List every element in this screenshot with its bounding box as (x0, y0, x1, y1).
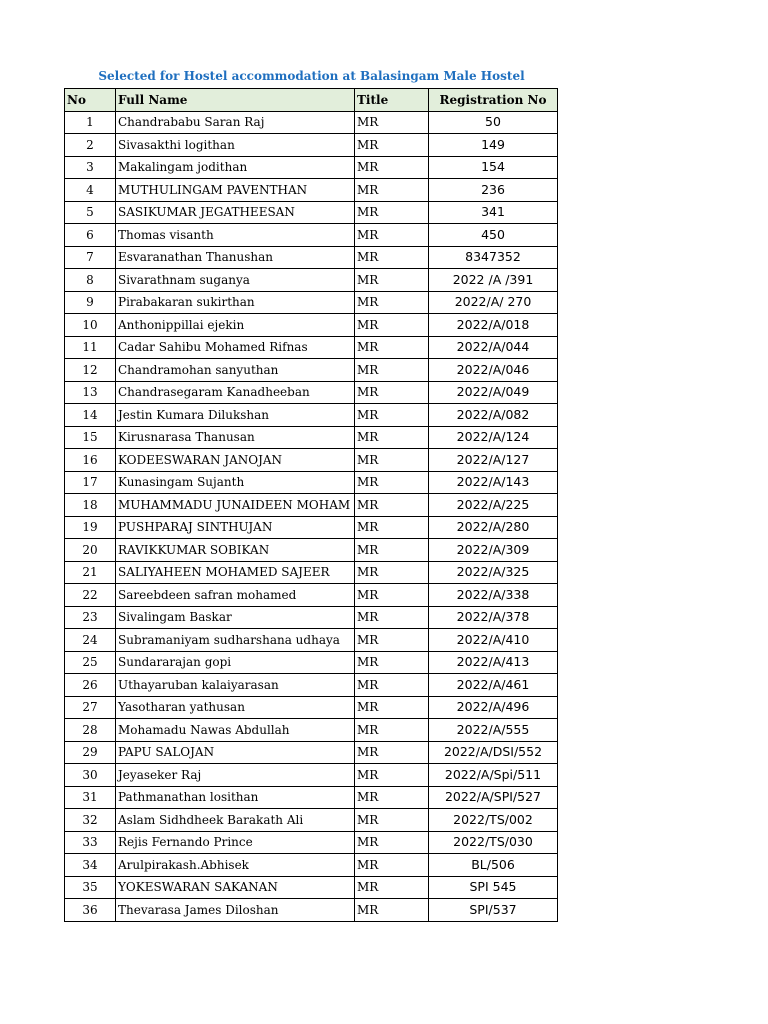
header-full-name: Full Name (116, 89, 355, 112)
cell-no: 32 (65, 809, 116, 832)
table-row (65, 134, 558, 157)
cell-title: MR (355, 606, 429, 629)
cell-full-name: MUHAMMADU JUNAIDEEN MOHAM (116, 494, 355, 517)
table-row (65, 741, 558, 764)
cell-title: MR (355, 246, 429, 269)
cell-full-name: RAVIKKUMAR SOBIKAN (116, 539, 355, 562)
cell-no: 30 (65, 764, 116, 787)
cell-title: MR (355, 201, 429, 224)
cell-registration-no: 2022/TS/030 (429, 831, 558, 854)
cell-title: MR (355, 696, 429, 719)
cell-full-name: SALIYAHEEN MOHAMED SAJEER (116, 561, 355, 584)
cell-no: 19 (65, 516, 116, 539)
header-title: Title (355, 89, 429, 112)
table-row (65, 674, 558, 697)
cell-full-name: Pathmanathan losithan (116, 786, 355, 809)
cell-no: 11 (65, 336, 116, 359)
table-row (65, 156, 558, 179)
cell-title: MR (355, 156, 429, 179)
cell-title: MR (355, 854, 429, 877)
cell-no: 9 (65, 291, 116, 314)
cell-registration-no: 2022/A/496 (429, 696, 558, 719)
cell-registration-no: 2022/A/DSI/552 (429, 741, 558, 764)
cell-registration-no: 8347352 (429, 246, 558, 269)
header-registration-no: Registration No (429, 89, 558, 112)
cell-no: 34 (65, 854, 116, 877)
cell-no: 13 (65, 381, 116, 404)
cell-registration-no: 2022/A/124 (429, 426, 558, 449)
cell-registration-no: 2022/A/325 (429, 561, 558, 584)
cell-full-name: Sivarathnam suganya (116, 269, 355, 292)
cell-full-name: Kirusnarasa Thanusan (116, 426, 355, 449)
cell-title: MR (355, 494, 429, 517)
cell-no: 28 (65, 719, 116, 742)
table-row (65, 561, 558, 584)
cell-full-name: Anthonippillai ejekin (116, 314, 355, 337)
cell-title: MR (355, 111, 429, 134)
cell-registration-no: 2022/A/413 (429, 651, 558, 674)
cell-no: 36 (65, 899, 116, 922)
cell-full-name: Chandrasegaram Kanadheeban (116, 381, 355, 404)
table-row (65, 651, 558, 674)
cell-registration-no: 154 (429, 156, 558, 179)
cell-registration-no: SPI/537 (429, 899, 558, 922)
cell-registration-no: 341 (429, 201, 558, 224)
table-row (65, 404, 558, 427)
cell-registration-no: 2022/A/461 (429, 674, 558, 697)
cell-full-name: Chandramohan sanyuthan (116, 359, 355, 382)
cell-registration-no: 2022/A/309 (429, 539, 558, 562)
cell-title: MR (355, 269, 429, 292)
table-row (65, 291, 558, 314)
table-row (65, 606, 558, 629)
cell-registration-no: 149 (429, 134, 558, 157)
cell-full-name: Sundararajan gopi (116, 651, 355, 674)
hostel-selection-table (64, 88, 558, 922)
table-row (65, 246, 558, 269)
cell-full-name: Sivasakthi logithan (116, 134, 355, 157)
cell-registration-no: 2022/A/338 (429, 584, 558, 607)
cell-title: MR (355, 651, 429, 674)
cell-full-name: Sivalingam Baskar (116, 606, 355, 629)
cell-title: MR (355, 404, 429, 427)
table-row (65, 201, 558, 224)
cell-no: 29 (65, 741, 116, 764)
table-row (65, 224, 558, 247)
cell-no: 8 (65, 269, 116, 292)
cell-full-name: Yasotharan yathusan (116, 696, 355, 719)
cell-title: MR (355, 741, 429, 764)
table-row (65, 764, 558, 787)
cell-full-name: Chandrababu Saran Raj (116, 111, 355, 134)
table-row (65, 449, 558, 472)
cell-title: MR (355, 471, 429, 494)
cell-title: MR (355, 291, 429, 314)
table-row (65, 854, 558, 877)
cell-registration-no: 2022/A/225 (429, 494, 558, 517)
cell-full-name: Uthayaruban kalaiyarasan (116, 674, 355, 697)
cell-no: 18 (65, 494, 116, 517)
cell-title: MR (355, 179, 429, 202)
page-title: Selected for Hostel accommodation at Balasingam Male Hostel (98, 69, 525, 83)
cell-title: MR (355, 381, 429, 404)
cell-registration-no: 2022/TS/002 (429, 809, 558, 832)
table-row (65, 381, 558, 404)
cell-registration-no: 2022/A/410 (429, 629, 558, 652)
cell-full-name: SASIKUMAR JEGATHEESAN (116, 201, 355, 224)
cell-title: MR (355, 539, 429, 562)
table-row (65, 359, 558, 382)
cell-title: MR (355, 426, 429, 449)
cell-no: 17 (65, 471, 116, 494)
cell-full-name: PUSHPARAJ SINTHUJAN (116, 516, 355, 539)
cell-full-name: Thomas visanth (116, 224, 355, 247)
cell-full-name: Rejis Fernando Prince (116, 831, 355, 854)
cell-registration-no: 236 (429, 179, 558, 202)
header-no: No (65, 89, 116, 112)
cell-title: MR (355, 134, 429, 157)
cell-registration-no: 2022/A/049 (429, 381, 558, 404)
cell-full-name: PAPU SALOJAN (116, 741, 355, 764)
cell-full-name: MUTHULINGAM PAVENTHAN (116, 179, 355, 202)
cell-registration-no: SPI 545 (429, 876, 558, 899)
cell-no: 3 (65, 156, 116, 179)
cell-no: 23 (65, 606, 116, 629)
cell-title: MR (355, 584, 429, 607)
cell-title: MR (355, 336, 429, 359)
cell-registration-no: 2022/A/044 (429, 336, 558, 359)
cell-registration-no: 2022/A/280 (429, 516, 558, 539)
table-row (65, 899, 558, 922)
cell-registration-no: 2022/A/082 (429, 404, 558, 427)
cell-title: MR (355, 674, 429, 697)
cell-no: 6 (65, 224, 116, 247)
cell-title: MR (355, 786, 429, 809)
cell-registration-no: 2022/A/SPI/527 (429, 786, 558, 809)
cell-registration-no: 2022/A/378 (429, 606, 558, 629)
cell-no: 2 (65, 134, 116, 157)
cell-registration-no: 2022/A/046 (429, 359, 558, 382)
cell-full-name: Kunasingam Sujanth (116, 471, 355, 494)
cell-no: 24 (65, 629, 116, 652)
cell-title: MR (355, 359, 429, 382)
cell-title: MR (355, 516, 429, 539)
table-row (65, 629, 558, 652)
cell-no: 15 (65, 426, 116, 449)
cell-title: MR (355, 224, 429, 247)
cell-full-name: YOKESWARAN SAKANAN (116, 876, 355, 899)
cell-no: 14 (65, 404, 116, 427)
cell-registration-no: 2022/A/143 (429, 471, 558, 494)
table-row (65, 314, 558, 337)
cell-full-name: Cadar Sahibu Mohamed Rifnas (116, 336, 355, 359)
table-row (65, 809, 558, 832)
cell-full-name: Pirabakaran sukirthan (116, 291, 355, 314)
cell-title: MR (355, 809, 429, 832)
cell-registration-no: 2022/A/ 270 (429, 291, 558, 314)
table-row (65, 876, 558, 899)
table-row (65, 471, 558, 494)
table-row (65, 426, 558, 449)
cell-no: 4 (65, 179, 116, 202)
cell-title: MR (355, 831, 429, 854)
table-row (65, 539, 558, 562)
cell-no: 33 (65, 831, 116, 854)
cell-full-name: Aslam Sidhdheek Barakath Ali (116, 809, 355, 832)
cell-title: MR (355, 899, 429, 922)
cell-full-name: Mohamadu Nawas Abdullah (116, 719, 355, 742)
cell-no: 10 (65, 314, 116, 337)
table-row (65, 111, 558, 134)
cell-no: 12 (65, 359, 116, 382)
cell-title: MR (355, 561, 429, 584)
cell-no: 25 (65, 651, 116, 674)
cell-full-name: KODEESWARAN JANOJAN (116, 449, 355, 472)
cell-registration-no: 2022/A/127 (429, 449, 558, 472)
table-body (65, 111, 558, 921)
table-row (65, 831, 558, 854)
cell-registration-no: 2022/A/018 (429, 314, 558, 337)
table-row (65, 336, 558, 359)
cell-no: 35 (65, 876, 116, 899)
cell-no: 5 (65, 201, 116, 224)
cell-registration-no: 450 (429, 224, 558, 247)
table-row (65, 179, 558, 202)
table-row (65, 696, 558, 719)
cell-registration-no: 2022/A/Spi/511 (429, 764, 558, 787)
cell-full-name: Thevarasa James Diloshan (116, 899, 355, 922)
cell-full-name: Sareebdeen safran mohamed (116, 584, 355, 607)
cell-no: 22 (65, 584, 116, 607)
cell-full-name: Jestin Kumara Dilukshan (116, 404, 355, 427)
table-row (65, 494, 558, 517)
cell-no: 20 (65, 539, 116, 562)
cell-no: 21 (65, 561, 116, 584)
cell-registration-no: 2022 /A /391 (429, 269, 558, 292)
cell-no: 16 (65, 449, 116, 472)
cell-registration-no: 50 (429, 111, 558, 134)
cell-registration-no: 2022/A/555 (429, 719, 558, 742)
cell-full-name: Makalingam jodithan (116, 156, 355, 179)
table-row (65, 516, 558, 539)
table-row (65, 719, 558, 742)
cell-title: MR (355, 629, 429, 652)
cell-no: 1 (65, 111, 116, 134)
cell-full-name: Arulpirakash.Abhisek (116, 854, 355, 877)
cell-title: MR (355, 719, 429, 742)
cell-full-name: Jeyaseker Raj (116, 764, 355, 787)
cell-title: MR (355, 764, 429, 787)
cell-no: 31 (65, 786, 116, 809)
table-row (65, 269, 558, 292)
cell-no: 26 (65, 674, 116, 697)
cell-full-name: Subramaniyam sudharshana udhaya (116, 629, 355, 652)
table-header-row (65, 89, 558, 112)
cell-no: 27 (65, 696, 116, 719)
cell-full-name: Esvaranathan Thanushan (116, 246, 355, 269)
table-row (65, 584, 558, 607)
cell-no: 7 (65, 246, 116, 269)
table-row (65, 786, 558, 809)
cell-title: MR (355, 449, 429, 472)
cell-title: MR (355, 876, 429, 899)
cell-registration-no: BL/506 (429, 854, 558, 877)
cell-title: MR (355, 314, 429, 337)
